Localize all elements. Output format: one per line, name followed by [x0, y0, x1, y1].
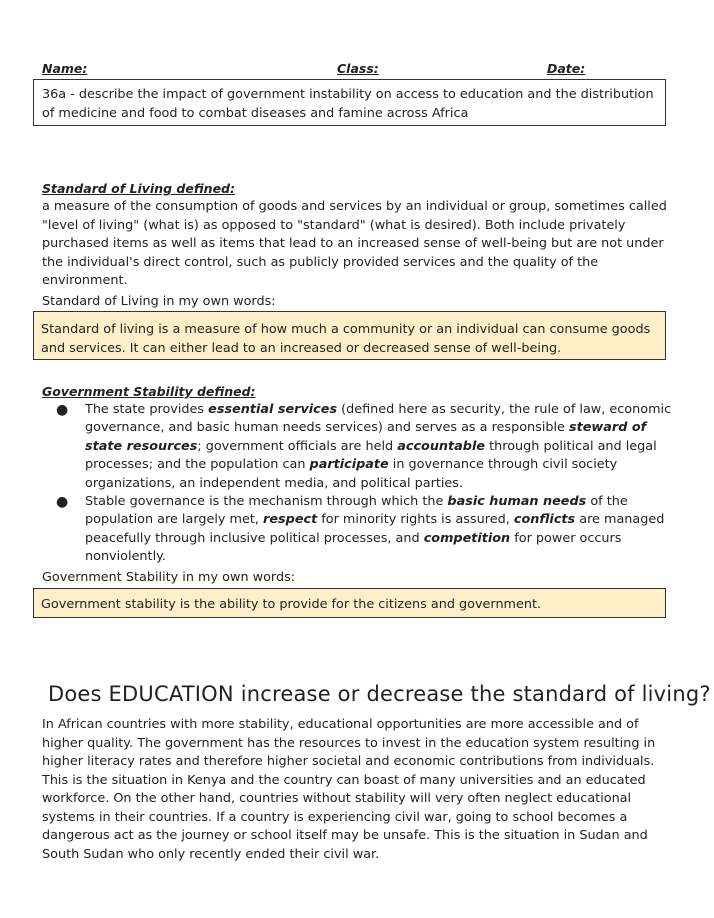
standard-box [33, 79, 666, 126]
gs-definition-list [42, 401, 674, 567]
bullet-text: ; government officials are held [197, 438, 398, 454]
gs-answer-text: Government stability is the ability to provide for the citizens and government. [41, 597, 542, 612]
sol-answer-text: Standard of living is a measure of how much a community or an individual can consume goods and services. It can either lead to an increased or decreased sense of well-being. [41, 322, 651, 356]
sol-heading: Standard of Living defined: [42, 181, 236, 196]
education-question: Does EDUCATION increase or decrease the standard of living? [48, 682, 711, 706]
bullet-text: are managed peacefully through inclusive political processes, and [85, 512, 665, 546]
bullet-text: Stable governance is the mechanism through which the [85, 494, 448, 510]
class-label: Class: [337, 61, 379, 76]
education-answer: In African countries with more stability, educational opportunities are more accessible and of higher quality. The government has the resources to invest in the education system resulting in higher literacy rates and therefore higher societal and economic contributions from individuals. This is the situation in Kenya and the country can boast of many universities and an educated workforce. On the other hand, countries without stability will very often neglect educational systems in their countries. If a country is experiencing civil war, going to school becomes a dangerous act as the journey or school itself may be unsafe. This is the situation in Sudan and South Sudan who only recently ended their civil war. [42, 717, 656, 862]
gs-heading: Government Stability defined: [42, 384, 256, 399]
sol-answer-box[interactable] [33, 311, 666, 360]
bullet-emphasis: steward of state resources [85, 420, 647, 454]
bullet-emphasis: accountable [397, 438, 486, 454]
name-label: Name: [42, 61, 88, 76]
bullet-text: for power occurs nonviolently. [85, 530, 622, 565]
bullet-text: The state provides [85, 402, 209, 417]
bullet-emphasis: essential services [208, 402, 338, 417]
date-label: Date: [547, 61, 586, 76]
bullet-icon: ● [56, 494, 69, 511]
bullet-emphasis: respect [263, 512, 318, 528]
bullet-emphasis: competition [423, 530, 511, 546]
gs-own-words-label: Government Stability in my own words: [42, 570, 296, 585]
list-item [42, 493, 674, 567]
bullet-text: in governance through civil society organizations, an independent media, and political parties. [85, 457, 618, 491]
list-item [42, 401, 674, 493]
sol-definition: a measure of the consumption of goods and services by an individual or group, sometimes called "level of living" (what is) as opposed to "standard" (what is desired). Both include privately purchased items as well as items that lead to an increased sense of well-being but are not under the individual's direct control, such as publicly provided services and the quality of the environment. [42, 199, 667, 288]
sol-own-words-label: Standard of Living in my own words: [42, 294, 276, 309]
bullet-emphasis: conflicts [513, 512, 576, 528]
bullet-emphasis: basic human needs [447, 494, 587, 510]
bullet-text: of the population are largely met, [85, 494, 628, 528]
bullet-emphasis: participate [309, 457, 389, 473]
bullet-text: (defined here as security, the rule of law, economic governance, and basic human needs services) and serves as a responsible [85, 402, 672, 436]
gs-answer-box[interactable] [33, 588, 666, 618]
bullet-text: for minority rights is assured, [317, 512, 514, 528]
standard-text: 36a - describe the impact of government instability on access to education and the distribution of medicine and food to combat diseases and famine across Africa [42, 87, 654, 121]
bullet-icon: ● [56, 402, 69, 418]
bullet-text: through political and legal processes; and the population can [85, 438, 657, 473]
